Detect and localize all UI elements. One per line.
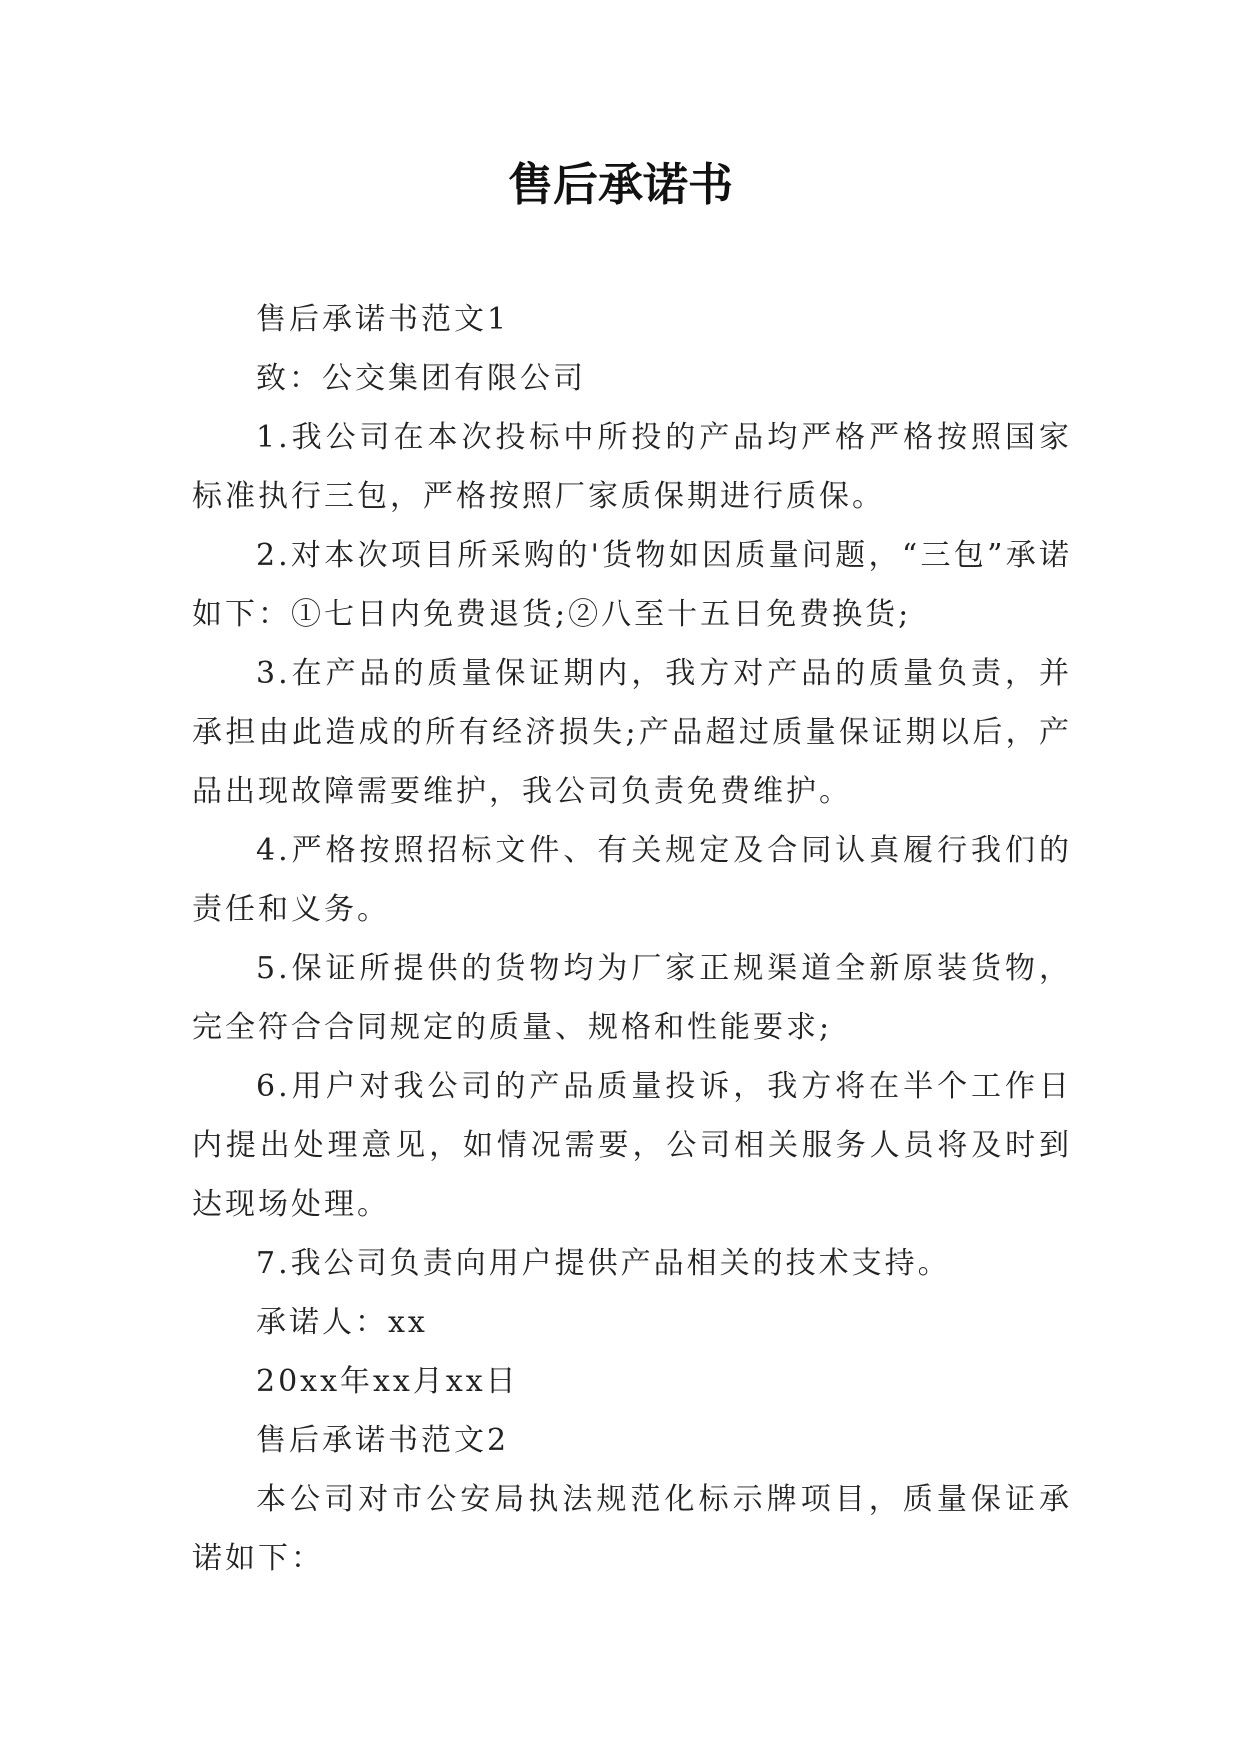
paragraph-date: 20xx年xx月xx日 <box>256 1364 519 1399</box>
paragraph-signatory: 承诺人：xx <box>256 1305 428 1340</box>
paragraph-sample-2-intro: 本公司对市公安局执法规范化标示牌项目，质量保证承诺如下： <box>192 1482 1072 1576</box>
paragraph-item-4: 4.严格按照招标文件、有关规定及合同认真履行我们的责任和义务。 <box>192 833 1072 927</box>
paragraph-item-7: 7.我公司负责向用户提供产品相关的技术支持。 <box>256 1246 951 1281</box>
document-title: 售后承诺书 <box>507 158 733 211</box>
paragraph-recipient: 致：公交集团有限公司 <box>256 361 586 396</box>
paragraph-item-3: 3.在产品的质量保证期内，我方对产品的质量负责，并承担由此造成的所有经济损失;产品超过质量保证期以后，产品出现故障需要维护，我公司负责免费维护。 <box>192 656 1072 809</box>
paragraph-item-2: 2.对本次项目所采购的'货物如因质量问题，“三包”承诺如下：①七日内免费退货;②八至十五日免费换货; <box>192 538 1072 632</box>
paragraph-sample-1-heading: 售后承诺书范文1 <box>256 302 510 337</box>
paragraph-item-5: 5.保证所提供的货物均为厂家正规渠道全新原装货物，完全符合合同规定的质量、规格和性能要求; <box>192 951 1072 1045</box>
paragraph-item-1: 1.我公司在本次投标中所投的产品均严格严格按照国家标准执行三包，严格按照厂家质保期进行质保。 <box>192 420 1072 514</box>
document-body <box>192 290 1072 1588</box>
paragraph-sample-2-heading: 售后承诺书范文2 <box>256 1423 510 1458</box>
paragraph-item-6: 6.用户对我公司的产品质量投诉，我方将在半个工作日内提出处理意见，如情况需要，公司相关服务人员将及时到达现场处理。 <box>192 1069 1072 1222</box>
